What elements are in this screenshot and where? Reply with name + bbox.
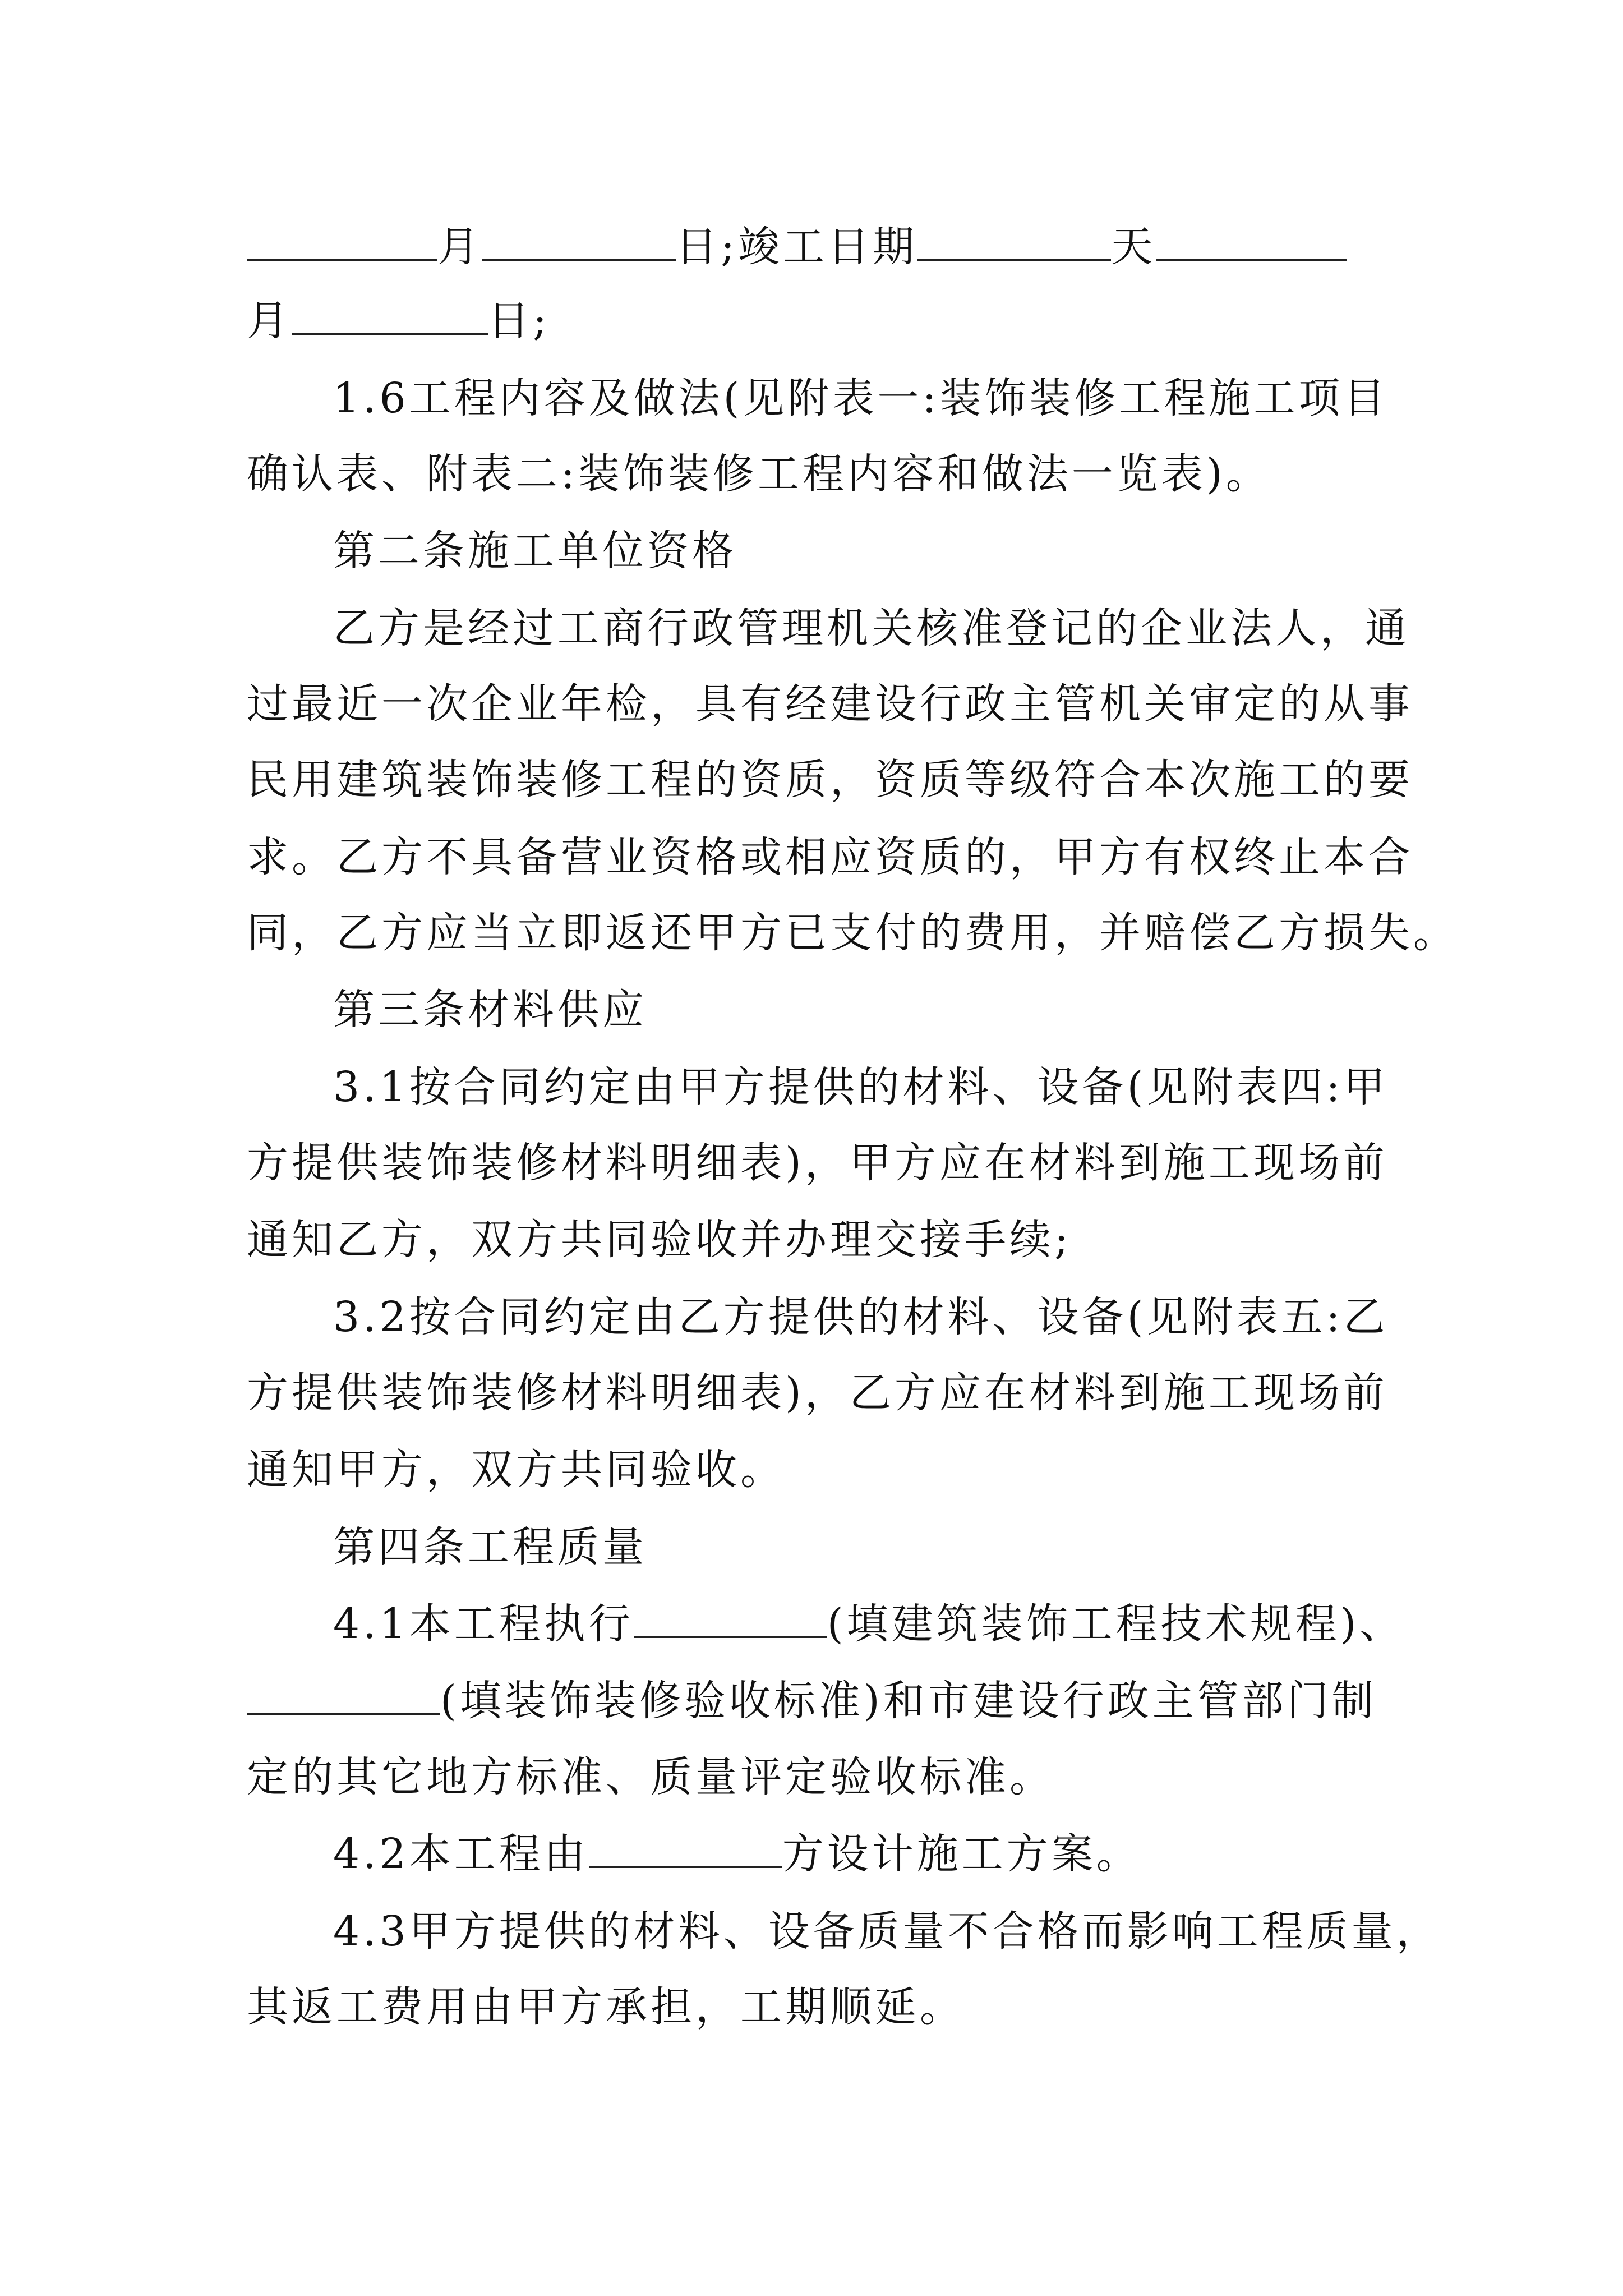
article-2-line-5: 同，乙方应当立即返还甲方已支付的费用，并赔偿乙方损失。 (247, 909, 1458, 957)
blank-field[interactable] (634, 1598, 827, 1638)
article-2-line-1: 乙方是经过工商行政管理机关核准登记的企业法人，通 (333, 604, 1410, 652)
blank-field[interactable] (917, 221, 1111, 261)
clause-3-1-line-2: 方提供装饰装修材料明细表)，甲方应在材料到施工现场前 (247, 1139, 1388, 1187)
clause-1-6-line-1: 1.6工程内容及做法(见附表一:装饰装修工程施工项目 (333, 374, 1389, 422)
article-2-line-3: 民用建筑装饰装修工程的资质，资质等级符合本次施工的要 (247, 756, 1413, 804)
article-3-title: 第三条材料供应 (333, 986, 647, 1034)
line-dates-1 (247, 219, 1385, 275)
clause-4-1-line-2-text: (填装饰装修验收标准)和市建设行政主管部门制 (440, 1677, 1377, 1725)
text-day-completion: 日;竣工日期 (676, 223, 917, 271)
text-month: 月 (437, 223, 482, 271)
clause-4-1-line-2 (247, 1673, 1385, 1729)
clause-4-3-line-2: 其返工费用由甲方承担，工期顺延。 (247, 1983, 965, 2031)
text-day: 日; (488, 297, 550, 345)
clause-3-1-line-3: 通知乙方，双方共同验收并办理交接手续; (247, 1216, 1072, 1264)
clause-4-1-line-3: 定的其它地方标准、质量评定验收标准。 (247, 1753, 1054, 1801)
article-4-title: 第四条工程质量 (333, 1523, 647, 1571)
blank-field[interactable] (247, 1675, 440, 1715)
line-dates-2 (247, 293, 1385, 349)
clause-3-2-line-1: 3.2按合同约定由乙方提供的材料、设备(见附表五:乙 (333, 1293, 1389, 1341)
clause-4-1-line-1 (333, 1596, 1405, 1652)
blank-field[interactable] (247, 221, 437, 261)
clause-4-1-prefix: 4.1本工程执行 (333, 1600, 634, 1648)
clause-4-2-prefix: 4.2本工程由 (333, 1830, 589, 1878)
article-2-line-2: 过最近一次企业年检，具有经建设行政主管机关审定的从事 (247, 680, 1413, 728)
clause-3-2-line-3: 通知甲方，双方共同验收。 (247, 1446, 785, 1494)
clause-1-6-line-2: 确认表、附表二:装饰装修工程内容和做法一览表)。 (247, 450, 1271, 498)
clause-4-2-line (333, 1826, 1385, 1882)
article-2-title: 第二条施工单位资格 (333, 527, 737, 575)
clause-3-2-line-2: 方提供装饰装修材料明细表)，乙方应在材料到施工现场前 (247, 1369, 1388, 1417)
clause-4-1-suffix: (填建筑装饰工程技术规程)、 (827, 1600, 1405, 1648)
clause-4-3-line-1: 4.3甲方提供的材料、设备质量不合格而影响工程质量， (333, 1907, 1441, 1955)
clause-3-1-line-1: 3.1按合同约定由甲方提供的材料、设备(见附表四:甲 (333, 1063, 1389, 1111)
blank-field[interactable] (589, 1828, 782, 1868)
blank-field[interactable] (482, 221, 676, 261)
blank-field[interactable] (1156, 221, 1347, 261)
text-day-word: 天 (1110, 223, 1156, 271)
blank-field[interactable] (292, 295, 488, 335)
article-2-line-4: 求。乙方不具备营业资格或相应资质的，甲方有权终止本合 (247, 833, 1413, 881)
text-month: 月 (247, 297, 292, 345)
clause-4-2-suffix: 方设计施工方案。 (782, 1830, 1141, 1878)
